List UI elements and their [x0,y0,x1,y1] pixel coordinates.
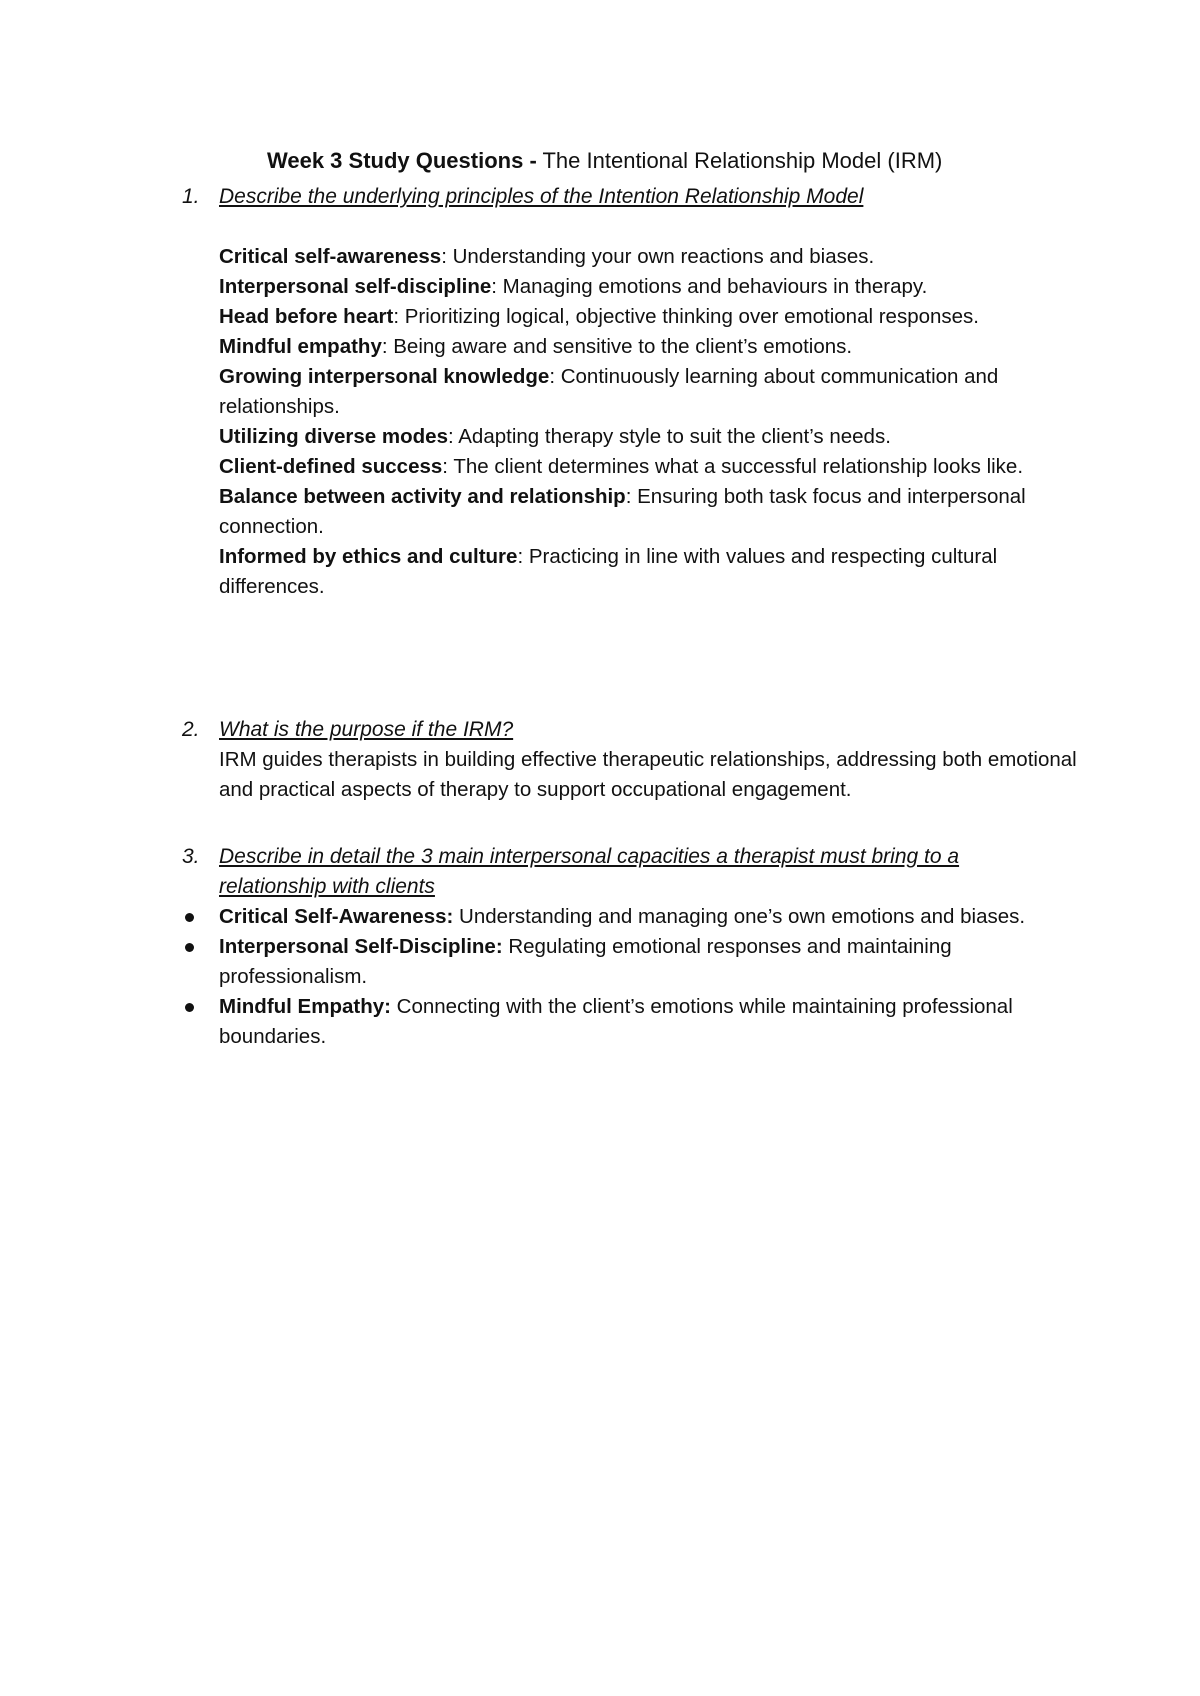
question-3-number: 3. [182,845,200,868]
capacity-term: Critical Self-Awareness: [219,905,454,928]
principle-item [219,452,1079,482]
principle-item [219,542,1079,602]
principle-item [219,272,1079,302]
principle-item [219,302,1079,332]
principle-desc: : Prioritizing logical, objective thinking over emotional responses. [393,305,979,328]
principle-item [219,332,1079,362]
question-1-number: 1. [182,185,200,208]
principle-term: Head before heart [219,305,394,328]
principle-term: Client-defined success [219,455,443,478]
principle-term: Informed by ethics and culture [219,545,518,568]
principle-desc: : Understanding your own reactions and biases. [441,245,875,268]
principle-desc: : Ensuring both task focus and interpersonal connection. [219,485,1026,538]
capacity-term: Mindful Empathy: [219,995,391,1018]
question-1-text: Describe the underlying principles of the Intention Relationship Model [219,185,864,208]
capacity-item [219,932,1079,992]
principle-item [219,242,1079,272]
bullet-icon [185,1003,194,1012]
capacity-term: Interpersonal Self-Discipline: [219,935,503,958]
principle-term: Utilizing diverse modes [219,425,448,448]
principle-desc: : The client determines what a successful relationship looks like. [442,455,1024,478]
capacity-desc: Connecting with the client’s emotions while maintaining professional boundaries. [219,995,1013,1048]
principle-desc: : Managing emotions and behaviours in therapy. [491,275,928,298]
principle-term: Interpersonal self-discipline [219,275,492,298]
capacity-desc: Understanding and managing one’s own emotions and biases. [453,905,1026,928]
principle-desc: : Adapting therapy style to suit the client’s needs. [447,425,891,448]
capacity-item [219,992,1079,1052]
question-3-text: Describe in detail the 3 main interpersonal capacities a therapist must bring to a relationship with clients [219,845,960,898]
capacity-item [219,902,1079,932]
title-bold: Week 3 Study Questions - [267,148,537,173]
principle-term: Mindful empathy [219,335,382,358]
principle-desc: : Practicing in line with values and respecting cultural differences. [219,545,998,598]
principle-item [219,482,1079,542]
principle-term: Balance between activity and relationship [219,485,626,508]
question-2-answer: IRM guides therapists in building effective therapeutic relationships, addressing both emotional and practical aspects of therapy to support occupational engagement. [219,748,1077,801]
principle-term: Critical self-awareness [219,245,442,268]
title-rest: The Intentional Relationship Model (IRM) [536,148,943,173]
principle-term: Growing interpersonal knowledge [219,365,550,388]
question-2-text: What is the purpose if the IRM? [219,718,514,741]
principles-list [219,242,1079,602]
principle-item [219,362,1079,422]
principle-desc: : Being aware and sensitive to the client’s emotions. [381,335,853,358]
principle-item [219,422,1079,452]
principle-desc: : Continuously learning about communication and relationships. [219,365,999,418]
bullet-icon [185,913,194,922]
bullet-icon [185,943,194,952]
question-2-number: 2. [182,718,200,741]
document-title [267,146,1067,176]
capacity-desc: Regulating emotional responses and maintaining professionalism. [219,935,952,988]
capacities-list [219,902,1079,1052]
